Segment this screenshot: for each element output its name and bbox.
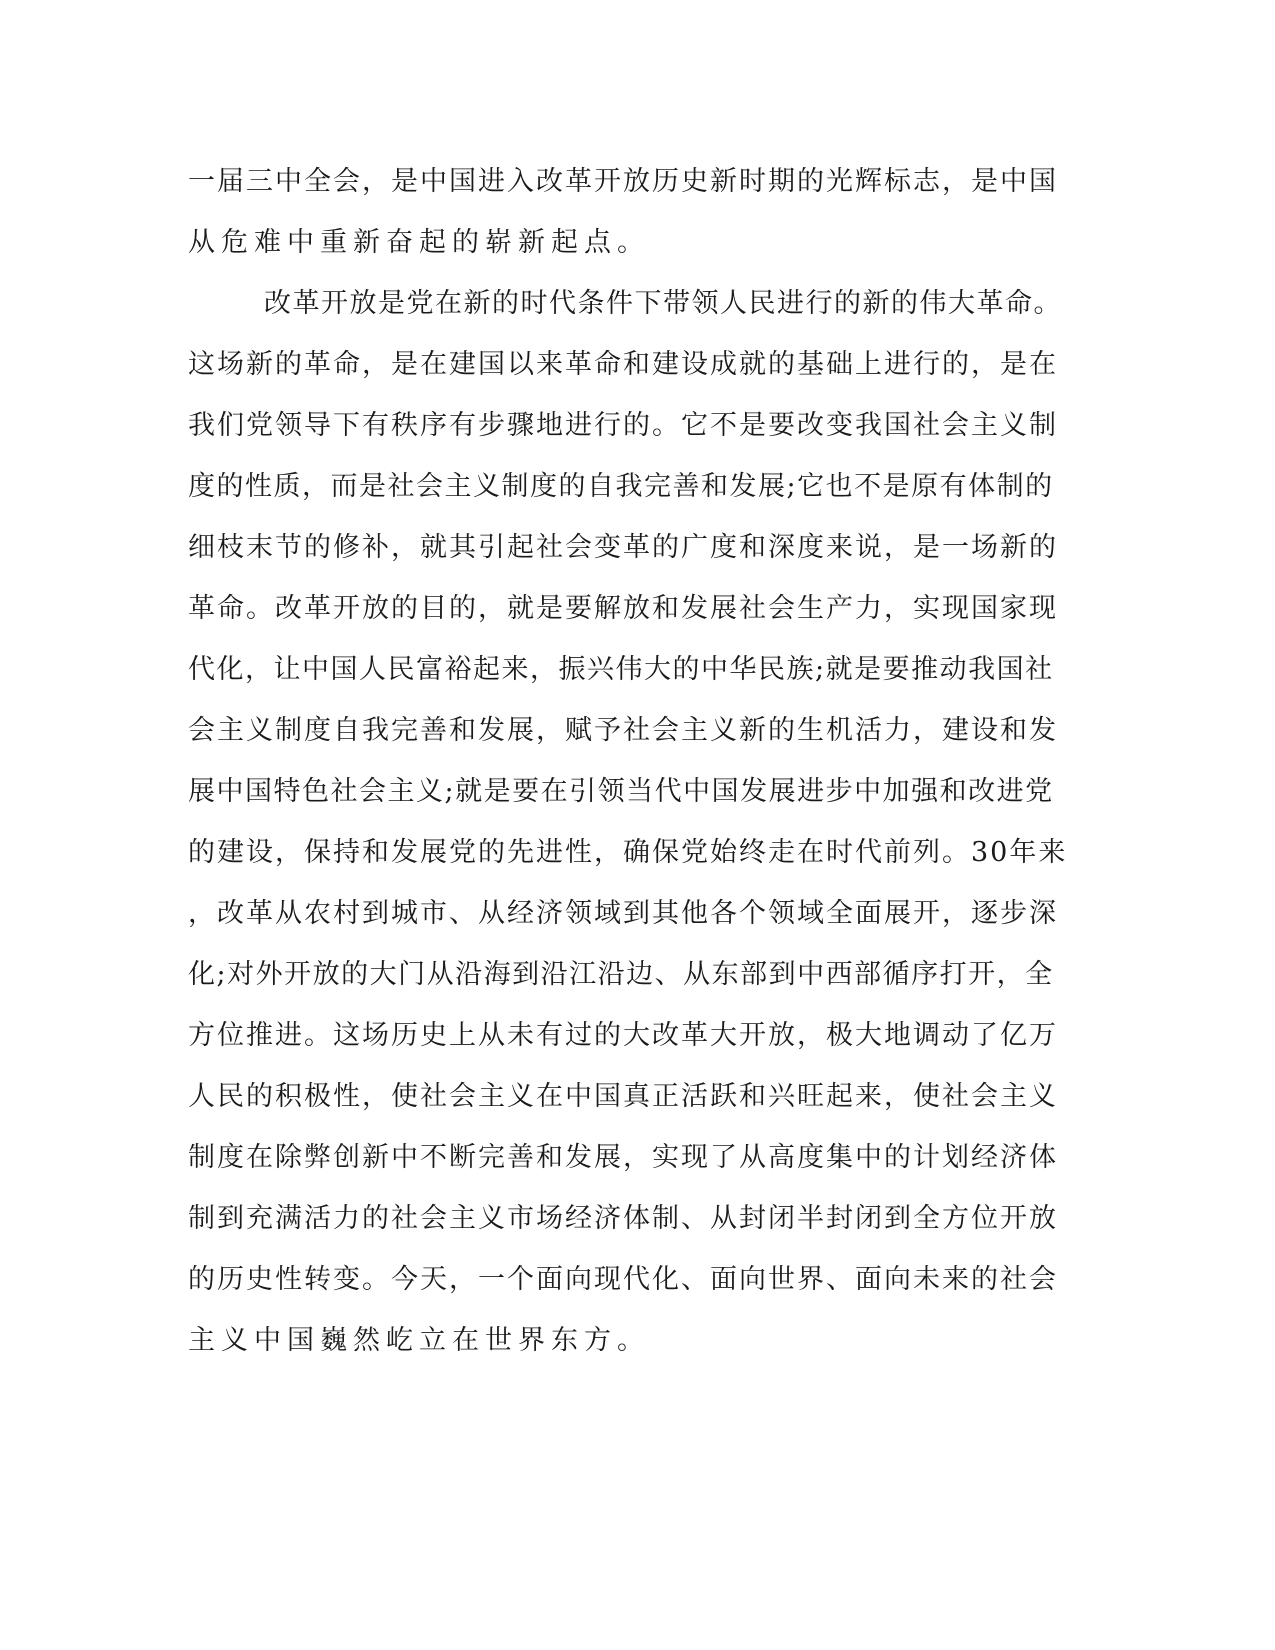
text-line-19: 的历史性转变。今天，一个面向现代化、面向世界、面向未来的社会	[188, 1264, 1058, 1295]
text-line-15: 方位推进。这场历史上从未有过的大改革大开放，极大地调动了亿万	[188, 1020, 1058, 1051]
text-line-18: 制到充满活力的社会主义市场经济体制、从封闭半封闭到全方位开放	[188, 1203, 1058, 1234]
text-line-14: 化;对外开放的大门从沿海到沿江沿边、从东部到中西部循序打开，全	[188, 959, 1054, 990]
text-line-17: 制度在除弊创新中不断完善和发展，实现了从高度集中的计划经济体	[188, 1142, 1058, 1173]
text-line-16: 人民的积极性，使社会主义在中国真正活跃和兴旺起来，使社会主义	[188, 1081, 1058, 1112]
text-line-5: 我们党领导下有秩序有步骤地进行的。它不是要改变我国社会主义制	[188, 410, 1058, 441]
text-line-20: 主义中国巍然屹立在世界东方。	[188, 1325, 650, 1356]
text-line-12: 的建设，保持和发展党的先进性，确保党始终走在时代前列。30年来	[188, 837, 1068, 868]
text-line-2: 从危难中重新奋起的崭新起点。	[188, 227, 650, 258]
text-line-1: 一届三中全会，是中国进入改革开放历史新时期的光辉标志，是中国	[188, 166, 1058, 197]
text-line-4: 这场新的革命，是在建国以来革命和建设成就的基础上进行的，是在	[188, 349, 1058, 380]
text-line-13: ，改革从农村到城市、从经济领域到其他各个领域全面展开，逐步深	[188, 898, 1058, 929]
text-line-10: 会主义制度自我完善和发展，赋予社会主义新的生机活力，建设和发	[188, 715, 1058, 746]
text-line-8: 革命。改革开放的目的，就是要解放和发展社会生产力，实现国家现	[188, 593, 1058, 624]
text-line-3-paragraph-start: 改革开放是党在新的时代条件下带领人民进行的新的伟大革命。	[264, 288, 1062, 319]
text-line-11: 展中国特色社会主义;就是要在引领当代中国发展进步中加强和改进党	[188, 776, 1054, 807]
body-text	[188, 162, 1068, 1382]
text-line-6: 度的性质，而是社会主义制度的自我完善和发展;它也不是原有体制的	[188, 471, 1054, 502]
text-line-7: 细枝末节的修补，就其引起社会变革的广度和深度来说，是一场新的	[188, 532, 1058, 563]
text-line-9: 代化，让中国人民富裕起来，振兴伟大的中华民族;就是要推动我国社	[188, 654, 1054, 685]
